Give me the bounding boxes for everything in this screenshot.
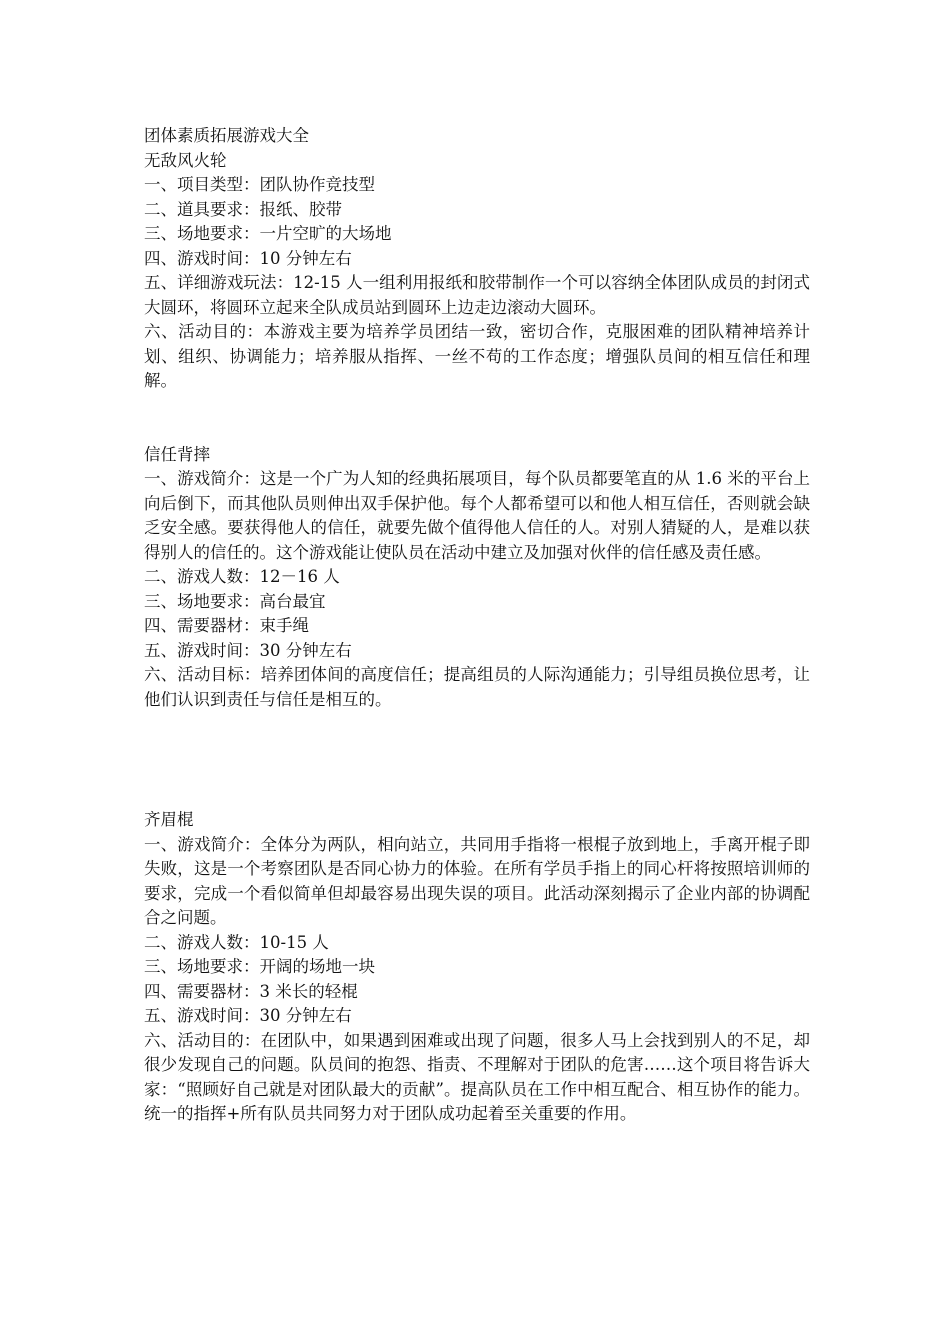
section-heading: 信任背摔 xyxy=(144,444,210,464)
section-xinren-beishuai xyxy=(144,443,810,713)
section-item: 六、活动目的：本游戏主要为培养学员团结一致，密切合作，克服困难的团队精神培养计划、组织、协调能力；培养服从指挥、一丝不苟的工作态度；增强队员间的相互信任和理解。 xyxy=(144,322,810,390)
section-item: 三、场地要求：开阔的场地一块 xyxy=(144,957,375,976)
section-item: 四、游戏时间：10 分钟左右 xyxy=(144,248,352,268)
section-qimeigun xyxy=(144,808,810,1127)
section-item: 一、项目类型：团队协作竞技型 xyxy=(144,175,375,194)
section-item: 四、需要器材：束手绳 xyxy=(144,616,309,635)
document-page xyxy=(144,124,810,1127)
section-item: 一、游戏简介：全体分为两队，相向站立，共同用手指将一根棍子放到地上，手离开棍子即失败，这是一个考察团队是否同心协力的体验。在所有学员手指上的同心杆将按照培训师的要求，完成一个看似简单但却最容易出现失误的项目。此活动深刻揭示了企业内部的协调配合之问题。 xyxy=(144,834,810,927)
section-item: 二、道具要求：报纸、胶带 xyxy=(144,199,342,219)
section-heading: 齐眉棍 xyxy=(144,810,194,829)
document-title: 团体素质拓展游戏大全 xyxy=(144,126,309,145)
section-item: 三、场地要求：高台最宜 xyxy=(144,591,326,611)
section-item: 六、活动目的：在团队中，如果遇到困难或出现了问题，很多人马上会找到别人的不足，却很少发现自己的问题。队员间的抱怨、指责、不理解对于团队的危害……这个项目将告诉大家：“照顾好自己就是对团队最大的贡献”。提高队员在工作中相互配合、相互协作的能力。 统一的指挥+所有队员共同努力对于团队成功起着至关重要的作用。 xyxy=(144,1030,810,1123)
section-item: 五、游戏时间：30 分钟左右 xyxy=(144,1006,352,1025)
section-item: 五、详细游戏玩法：12-15 人一组利用报纸和胶带制作一个可以容纳全体团队成员的封闭式大圆环，将圆环立起来全队成员站到圆环上边走边滚动大圆环。 xyxy=(144,273,810,317)
section-item: 四、需要器材：3 米长的轻棍 xyxy=(144,981,358,1001)
section-item: 二、游戏人数：12－16 人 xyxy=(144,567,340,586)
section-item: 六、活动目标：培养团体间的高度信任；提高组员的人际沟通能力；引导组员换位思考，让他们认识到责任与信任是相互的。 xyxy=(144,665,810,709)
section-item: 五、游戏时间：30 分钟左右 xyxy=(144,640,352,660)
section-spacer xyxy=(144,712,810,808)
section-item: 一、游戏简介：这是一个广为人知的经典拓展项目，每个队员都要笔直的从 1.6 米的平台上向后倒下，而其他队员则伸出双手保护他。每个人都希望可以和他人相互信任，否则就会缺乏安全感。要获得他人的信任，就要先做个值得他人信任的人。对别人猜疑的人，是难以获得别人的信任的。这个游戏能让使队员在活动中建立及加强对伙伴的信任感及责任感。 xyxy=(144,469,810,562)
section-wudi-fenghuolun xyxy=(144,149,810,394)
section-item: 二、游戏人数：10-15 人 xyxy=(144,932,329,952)
section-item: 三、场地要求：一片空旷的大场地 xyxy=(144,224,392,243)
section-heading: 无敌风火轮 xyxy=(144,150,227,170)
section-spacer xyxy=(144,394,810,443)
